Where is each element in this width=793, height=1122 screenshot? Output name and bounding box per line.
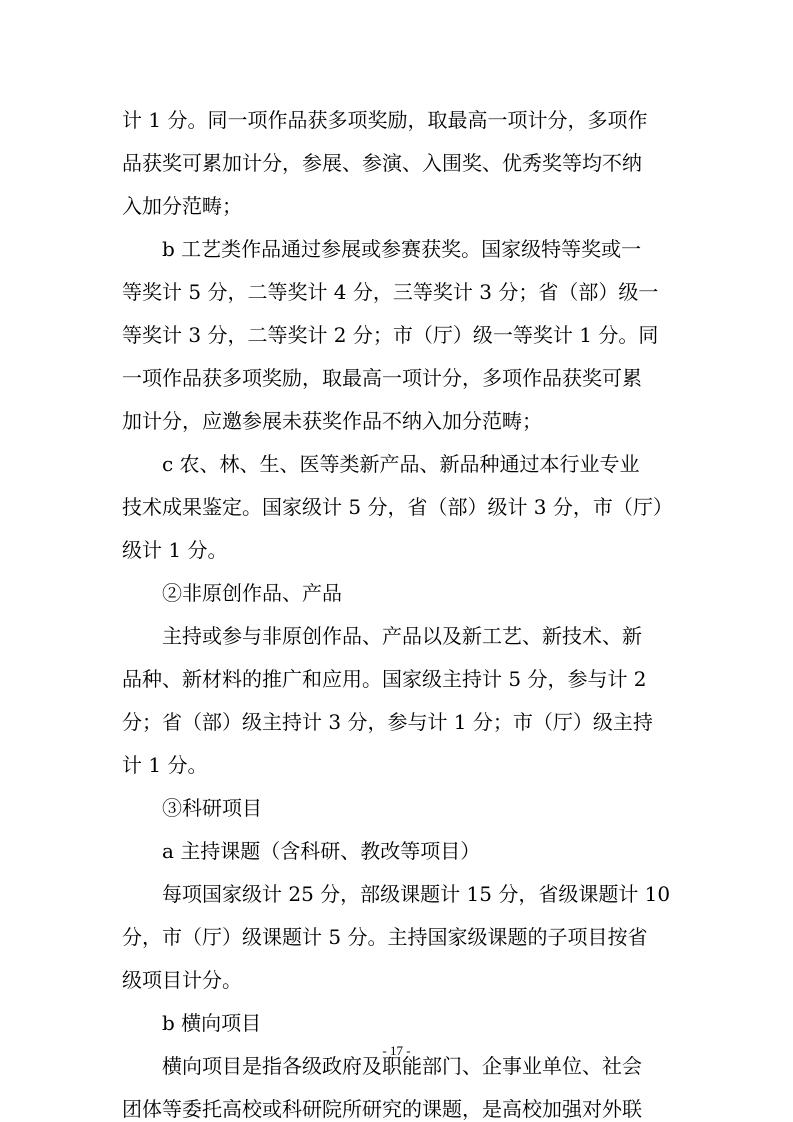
line-text: 品种、新材料的推广和应用。国家级主持计 5 分，参与计 2: [122, 667, 647, 691]
line-text: 等奖计 5 分，二等奖计 4 分，三等奖计 3 分；省（部）级一: [122, 280, 659, 304]
line-text: 计 1 分。: [122, 753, 208, 777]
line-text: 技术成果鉴定。国家级计 5 分，省（部）级计 3 分，市（厅）: [122, 495, 673, 519]
line-text: 主持或参与非原创作品、产品以及新工艺、新技术、新: [162, 624, 642, 648]
line-text: 级计 1 分。: [122, 538, 228, 562]
line-text: ②非原创作品、产品: [162, 581, 342, 605]
line-text: 入加分范畴；: [122, 194, 242, 218]
line-text: 每项国家级计 25 分，部级课题计 15 分，省级课题计 10: [162, 882, 671, 906]
line-text: 横向项目是指各级政府及职能部门、企事业单位、社会: [162, 1054, 642, 1078]
line-text: 级项目计分。: [122, 968, 242, 992]
line-text: 分；省（部）级主持计 3 分，参与计 1 分；市（厅）级主持: [122, 710, 653, 734]
line-text: 加计分，应邀参展未获奖作品不纳入加分范畴；: [122, 409, 542, 433]
line-text: 一项作品获多项奖励，取最高一项计分，多项作品获奖可累: [122, 366, 642, 390]
line-text: 等奖计 3 分，二等奖计 2 分；市（厅）级一等奖计 1 分。同: [122, 323, 659, 347]
line-text: ③科研项目: [162, 796, 262, 820]
line-text: b 横向项目: [162, 1011, 262, 1035]
line-text: 计 1 分。同一项作品获多项奖励，取最高一项计分，多项作: [122, 108, 648, 132]
line-text: 品获奖可累加计分，参展、参演、入围奖、优秀奖等均不纳: [122, 151, 642, 175]
line-text: b 工艺类作品通过参展或参赛获奖。国家级特等奖或一: [162, 237, 642, 261]
line-text: 分，市（厅）级课题计 5 分。主持国家级课题的子项目按省: [122, 925, 648, 949]
line-text: 团体等委托高校或科研院所研究的课题，是高校加强对外联: [122, 1097, 642, 1121]
line-text: a 主持课题（含科研、教改等项目）: [162, 839, 481, 863]
page-number: - 17 -: [382, 1043, 411, 1058]
line-text: c 农、林、生、医等类新产品、新品种通过本行业专业: [162, 452, 640, 476]
